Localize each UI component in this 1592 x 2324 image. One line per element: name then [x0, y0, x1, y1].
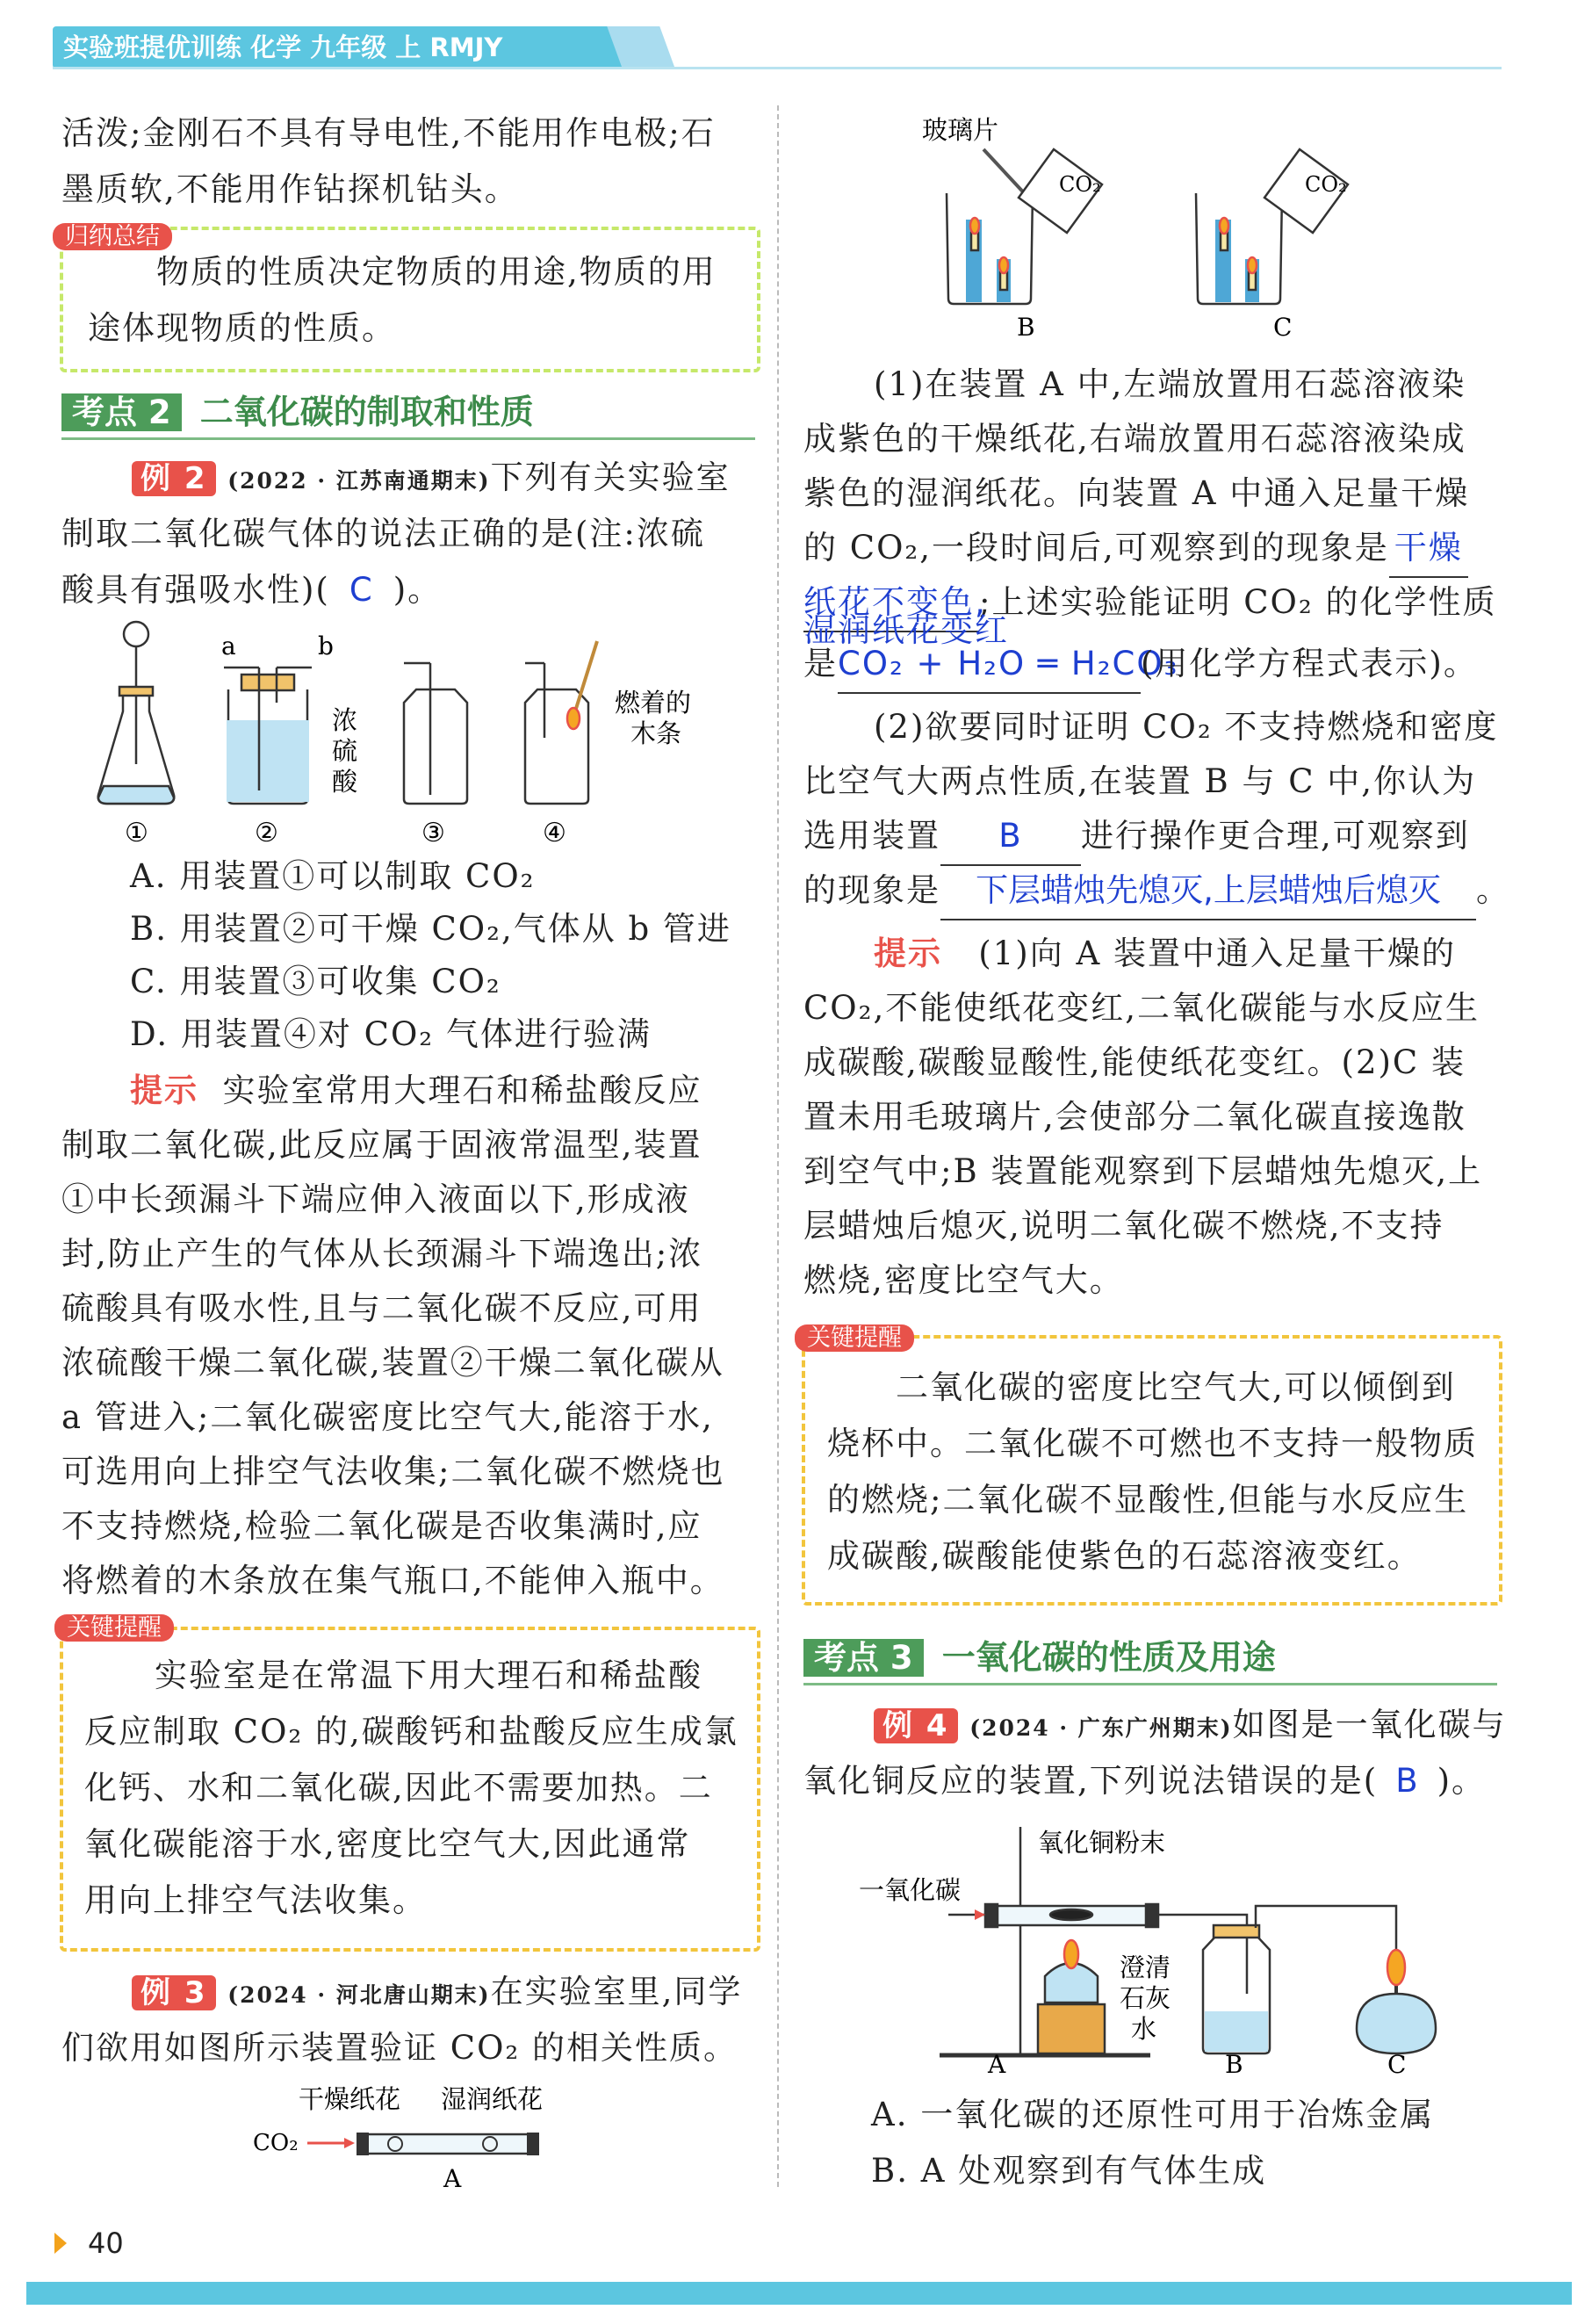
wet-flower-label: 湿润纸花	[441, 2084, 544, 2114]
q1-line6-text: 是	[803, 645, 838, 682]
intro-line: 活泼;金刚石不具有导电性,不能用作电极;石	[61, 114, 716, 152]
ex3-question-line2: 们欲用如图所示装置验证 CO₂ 的相关性质。	[61, 2029, 738, 2067]
co2-c-label: CO₂	[1305, 172, 1347, 197]
footer-band	[26, 2282, 1572, 2305]
ex2-question-line2: 制取二氧化碳气体的说法正确的是(注:浓硫	[61, 515, 705, 552]
summary-tag	[53, 220, 172, 255]
page-arrow-icon	[54, 2233, 67, 2254]
ex4-option-b: B. A 处观察到有气体生成	[871, 2152, 1267, 2190]
acid-label-1: 浓	[332, 705, 358, 735]
ex2-source: (2022 · 江苏南通期末)	[227, 468, 491, 494]
ex2-option-c: C. 用装置③可收集 CO₂	[130, 963, 501, 1000]
section2-title: 二氧化碳的制取和性质	[199, 393, 534, 431]
q1-line6-suffix: (用化学方程式表示)。	[1141, 645, 1478, 682]
q2-line: 比空气大两点性质,在装置 B 与 C 中,你认为	[803, 762, 1477, 800]
q2-line4-text: 的现象是	[803, 871, 940, 909]
book-title: 实验班提优训练 化学 九年级 上 RMJY	[63, 32, 503, 62]
beaker-c-label: C	[1273, 313, 1293, 342]
q2-device-answer: B	[940, 808, 1081, 866]
port-a-label: a	[221, 632, 236, 660]
stick-label-1: 燃着的	[615, 688, 692, 718]
ex3-hint-line: 燃烧,密度比空气大。	[803, 1261, 1124, 1299]
ex2-option-b: B. 用装置②可干燥 CO₂,气体从 b 管进	[130, 910, 731, 948]
section2-rule	[61, 437, 755, 440]
q2-line3	[803, 808, 1470, 866]
section3-heading	[803, 1634, 1276, 1682]
section2-badge: 考点 2	[61, 393, 182, 431]
ex4-question-line2	[803, 1753, 1486, 1809]
key-reminder-line: 反应制取 CO₂ 的,碳酸钙和盐酸反应生成氯	[84, 1713, 738, 1750]
dry-flower-label: 干燥纸花	[299, 2084, 401, 2114]
stick-label-2: 木条	[630, 718, 682, 748]
q1-line: (1)在装置 A 中,左端放置用石蕊溶液染	[874, 365, 1466, 403]
ex2-question-pre: 酸具有强吸水性)(	[61, 571, 330, 609]
q1-line5-text: ;上述实验能证明 CO₂ 的化学性质	[979, 583, 1497, 621]
glass-sheet-label: 玻璃片	[922, 115, 999, 145]
port-b-label: b	[318, 632, 334, 660]
ex2-hint-label: 提示	[130, 1072, 198, 1109]
cuo-label: 氧化铜粉末	[1038, 1828, 1166, 1858]
apparatus-2-number: ②	[255, 818, 278, 848]
ex3-hint-line	[874, 926, 1456, 982]
ex2-hint-line: ①中长颈漏斗下端应伸入液面以下,形成液	[61, 1180, 690, 1218]
flask-with-funnel	[98, 622, 175, 804]
limewater-label-1: 澄清	[1120, 1952, 1171, 1982]
ex2-hint-text: 实验室常用大理石和稀盐酸反应	[222, 1072, 702, 1109]
key-reminder-line: 化钙、水和二氧化碳,因此不需要加热。二	[84, 1769, 713, 1807]
q2-line3-text: 选用装置	[803, 817, 940, 855]
limewater-label-3: 水	[1131, 2014, 1157, 2044]
ex2-question-post: )。	[393, 571, 443, 609]
ex4-source: (2024 · 广东广州期末)	[969, 1715, 1233, 1741]
summary-tag-label: 归纳总结	[53, 223, 172, 250]
ex2-option-a: A. 用装置①可以制取 CO₂	[130, 857, 536, 895]
co-inlet-label: 一氧化碳	[859, 1875, 962, 1905]
q1-answer-part3: 湿润纸花变红	[803, 611, 1009, 649]
ex4-question-line1	[874, 1697, 1507, 1757]
ex2-question-line1	[132, 450, 731, 509]
q1-line4-text: 的 CO₂,一段时间后,可观察到的现象是	[803, 529, 1389, 567]
header-rule	[53, 67, 1502, 69]
ex2-answer: C	[349, 571, 374, 609]
acid-label-3: 酸	[332, 767, 358, 797]
section2-heading	[61, 388, 534, 437]
key-reminder-line: 二氧化碳的密度比空气大,可以倾倒到	[896, 1368, 1456, 1406]
reaction-tube-stand	[940, 1827, 1247, 2055]
ex3-hint-line: CO₂,不能使纸花变红,二氧化碳能与水反应生	[803, 989, 1480, 1027]
q1-line6	[803, 636, 1478, 694]
ex2-question-text: 下列有关实验室	[490, 458, 731, 496]
column-divider	[777, 105, 779, 2187]
verify-bottle	[525, 641, 597, 804]
alcohol-lamp-c	[1357, 1950, 1436, 2053]
q1-answer-part1: 干燥	[1389, 520, 1468, 578]
ex4-question-text: 如图是一氧化碳与	[1232, 1706, 1507, 1743]
ex3-question-line1	[132, 1964, 742, 2024]
ex2-question-line3	[61, 562, 442, 618]
beaker-b-label: B	[1017, 313, 1035, 342]
ex3-question-text: 在实验室里,同学	[490, 1973, 743, 2010]
co2-inlet-label: CO₂	[253, 2130, 299, 2156]
key-reminder-tag	[54, 1611, 174, 1646]
section3-title: 一氧化碳的性质及用途	[941, 1638, 1276, 1677]
ex3-hint-line: 层蜡烛后熄灭,说明二氧化碳不燃烧,不支持	[803, 1207, 1444, 1245]
device-a-label: A	[988, 2050, 1006, 2079]
q2-line3-suffix: 进行操作更合理,可观察到	[1081, 817, 1470, 855]
key-reminder-tag	[795, 1321, 914, 1356]
tube-a-label: A	[443, 2164, 462, 2193]
section3-rule	[803, 1683, 1497, 1685]
apparatus-4-number: ④	[543, 818, 566, 848]
ex3-source: (2024 · 河北唐山期末)	[227, 1982, 491, 2008]
q2-phenomenon-answer: 下层蜡烛先熄灭,上层蜡烛后熄灭	[940, 862, 1476, 920]
ex2-hint-line: 可选用向上排空气法收集;二氧化碳不燃烧也	[61, 1453, 725, 1490]
page-number: 40	[88, 2227, 124, 2260]
key-reminder-tag-label: 关键提醒	[795, 1324, 914, 1352]
q1-answer-part2: 纸花不变色,	[803, 574, 979, 632]
ex2-hint-line: 封,防止产生的气体从长颈漏斗下端逸出;浓	[61, 1235, 703, 1273]
intro-line: 墨质软,不能用作钻探机钻头。	[61, 170, 519, 208]
ex3-hint-line: 到空气中;B 装置能观察到下层蜡烛先熄灭,上	[803, 1152, 1483, 1190]
key-reminder-tag-label: 关键提醒	[54, 1614, 174, 1642]
apparatus-3-number: ③	[421, 818, 445, 848]
q2-line4	[803, 862, 1510, 920]
ex4-question-post: )。	[1437, 1762, 1487, 1800]
ex2-hint-line: a 管进入;二氧化碳密度比空气大,能溶于水,	[61, 1398, 714, 1436]
ex2-option-d: D. 用装置④对 CO₂ 气体进行验满	[130, 1015, 652, 1053]
q1-line: 成紫色的干燥纸花,右端放置用石蕊溶液染成	[803, 420, 1466, 458]
ex2-hint-line: 将燃着的木条放在集气瓶口,不能伸入瓶中。	[61, 1562, 724, 1599]
ex3-badge: 例 3	[132, 1975, 216, 2010]
q1-line4	[803, 520, 1468, 578]
collection-bottle	[404, 663, 467, 804]
device-b-label: B	[1225, 2050, 1243, 2079]
section3-badge: 考点 3	[803, 1639, 924, 1677]
q2-line4-suffix: 。	[1476, 871, 1510, 909]
ex3-hint-line: 成碳酸,碳酸显酸性,能使纸花变红。(2)C 装	[803, 1043, 1466, 1081]
key-reminder-line: 烧杯中。二氧化碳不可燃也不支持一般物质	[827, 1425, 1478, 1462]
ex4-answer: B	[1395, 1762, 1420, 1800]
ex3-hint-label: 提示	[874, 935, 942, 972]
ex3-beaker-figure	[878, 97, 1440, 351]
ex3-tube-figure	[246, 2082, 597, 2196]
key-reminder-line: 成碳酸,碳酸能使紫色的石蕊溶液变红。	[827, 1537, 1422, 1575]
ex2-hint-line: 制取二氧化碳,此反应属于固液常温型,装置	[61, 1126, 702, 1164]
q2-line: (2)欲要同时证明 CO₂ 不支持燃烧和密度	[874, 708, 1499, 746]
ex4-option-a: A. 一氧化碳的还原性可用于冶炼金属	[871, 2096, 1435, 2133]
ex2-hint-line: 不支持燃烧,检验二氧化碳是否收集满时,应	[61, 1507, 702, 1545]
q1-equation-answer: CO₂ + H₂O ═ H₂CO₃	[838, 636, 1141, 694]
summary-line: 途体现物质的性质。	[88, 309, 396, 347]
key-reminder-line: 的燃烧;二氧化碳不显酸性,但能与水反应生	[827, 1481, 1469, 1519]
page-header	[0, 0, 1592, 79]
ex2-hint-line	[130, 1063, 702, 1119]
ex2-apparatus-figure	[88, 615, 755, 852]
ex4-question-pre: 氧化铜反应的装置,下列说法错误的是(	[803, 1762, 1379, 1800]
ex2-hint-line: 浓硫酸干燥二氧化碳,装置②干燥二氧化碳从	[61, 1344, 724, 1382]
co2-b-label: CO₂	[1059, 172, 1101, 197]
device-c-label: C	[1387, 2050, 1407, 2079]
key-reminder-line: 实验室是在常温下用大理石和稀盐酸	[155, 1656, 702, 1694]
ex2-hint-line: 硫酸具有吸水性,且与二氧化碳不反应,可用	[61, 1289, 702, 1327]
key-reminder-line: 氧化碳能溶于水,密度比空气大,因此通常	[84, 1825, 691, 1863]
ex3-hint-line: 置未用毛玻璃片,会使部分二氧化碳直接逸散	[803, 1098, 1466, 1136]
key-reminder-line: 用向上排空气法收集。	[84, 1881, 427, 1919]
ex4-apparatus-figure	[852, 1818, 1484, 2082]
ex3-hint-text: (1)向 A 装置中通入足量干燥的	[978, 935, 1456, 972]
acid-label-2: 硫	[332, 736, 358, 766]
ex4-badge: 例 4	[874, 1708, 958, 1743]
q1-line: 紫色的湿润纸花。向装置 A 中通入足量干燥	[803, 474, 1470, 512]
summary-line: 物质的性质决定物质的用途,物质的用	[156, 253, 717, 291]
ex2-badge: 例 2	[132, 461, 216, 496]
limewater-label-2: 石灰	[1120, 1983, 1171, 2013]
drying-bottle	[224, 668, 312, 804]
apparatus-1-number: ①	[125, 818, 148, 848]
